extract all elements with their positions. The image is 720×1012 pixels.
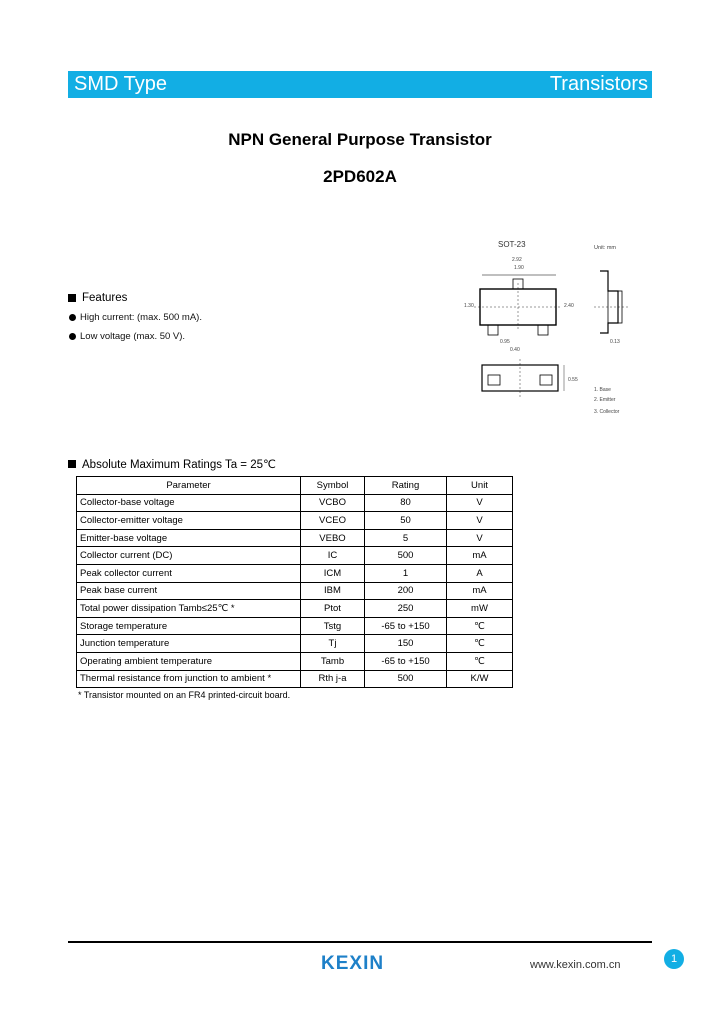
parameter-cell: Collector current (DC)	[77, 547, 301, 565]
unit-cell: mA	[447, 547, 513, 565]
parameter-cell: Emitter-base voltage	[77, 529, 301, 547]
symbol-cell: VCBO	[301, 494, 365, 512]
table-row	[77, 494, 513, 512]
rating-cell: 500	[365, 547, 447, 565]
unit-cell: ℃	[447, 635, 513, 653]
rating-cell: -65 to +150	[365, 652, 447, 670]
table-row	[77, 652, 513, 670]
pin-label: 1. Base	[594, 387, 611, 393]
feature-item: High current: (max. 500 mA).	[69, 312, 202, 323]
header-category: SMD Type	[74, 73, 167, 95]
pin-1	[488, 325, 498, 335]
parameter-cell: Junction temperature	[77, 635, 301, 653]
table-row	[77, 547, 513, 565]
symbol-cell: IC	[301, 547, 365, 565]
kexin-logo: KEXIN	[321, 953, 385, 974]
package-side-view	[600, 271, 618, 333]
unit-cell: V	[447, 512, 513, 530]
symbol-cell: Tj	[301, 635, 365, 653]
rating-cell: 150	[365, 635, 447, 653]
table-header-row	[77, 477, 513, 495]
table-footnote: * Transistor mounted on an FR4 printed-circuit board.	[78, 690, 291, 700]
pin-2	[538, 325, 548, 335]
footer-divider	[68, 941, 652, 943]
absolute-max-ratings-table	[76, 476, 513, 688]
parameter-cell: Storage temperature	[77, 617, 301, 635]
parameter-cell: Collector-base voltage	[77, 494, 301, 512]
header-type: Transistors	[549, 73, 648, 95]
part-number: 2PD602A	[323, 167, 397, 186]
table-row	[77, 617, 513, 635]
dim-label: 1.90	[514, 265, 524, 271]
parameter-cell: Operating ambient temperature	[77, 652, 301, 670]
rating-cell: 1	[365, 564, 447, 582]
document-title: NPN General Purpose Transistor	[228, 130, 492, 149]
dim-label: 1.30	[464, 303, 474, 309]
unit-cell: V	[447, 529, 513, 547]
unit-label: Unit: mm	[594, 245, 616, 251]
square-bullet-icon	[68, 294, 76, 302]
feature-item: Low voltage (max. 50 V).	[69, 331, 185, 342]
table-row	[77, 512, 513, 530]
website-link[interactable]: www.kexin.com.cn	[530, 959, 621, 971]
unit-cell: ℃	[447, 617, 513, 635]
rating-cell: 500	[365, 670, 447, 688]
symbol-cell: Ptot	[301, 600, 365, 618]
ratings-heading: Absolute Maximum Ratings Ta = 25℃	[68, 457, 276, 471]
square-bullet-icon	[68, 460, 76, 468]
rating-cell: 200	[365, 582, 447, 600]
column-header: Rating	[365, 477, 447, 495]
table-row	[77, 582, 513, 600]
symbol-cell: Rth j-a	[301, 670, 365, 688]
round-bullet-icon	[69, 314, 76, 321]
package-name-label: SOT-23	[498, 240, 526, 249]
unit-cell: ℃	[447, 652, 513, 670]
parameter-cell: Thermal resistance from junction to ambient *	[77, 670, 301, 688]
parameter-cell: Collector-emitter voltage	[77, 512, 301, 530]
unit-cell: mW	[447, 600, 513, 618]
column-header: Symbol	[301, 477, 365, 495]
table-row	[77, 564, 513, 582]
unit-cell: V	[447, 494, 513, 512]
header-bar	[68, 71, 652, 98]
symbol-cell: IBM	[301, 582, 365, 600]
column-header: Unit	[447, 477, 513, 495]
symbol-cell: VCEO	[301, 512, 365, 530]
table-row	[77, 529, 513, 547]
dim-label: 0.55	[568, 377, 578, 383]
table-row	[77, 670, 513, 688]
symbol-cell: VEBO	[301, 529, 365, 547]
dim-label: 0.13	[610, 339, 620, 345]
parameter-cell: Peak collector current	[77, 564, 301, 582]
rating-cell: 250	[365, 600, 447, 618]
symbol-cell: Tamb	[301, 652, 365, 670]
symbol-cell: ICM	[301, 564, 365, 582]
page-number-badge: 1	[664, 949, 684, 969]
dim-label: 0.40	[510, 347, 520, 353]
unit-cell: K/W	[447, 670, 513, 688]
dim-label: 2.40	[564, 303, 574, 309]
dim-label: 2.92	[512, 257, 522, 263]
features-heading: Features	[68, 292, 127, 304]
unit-cell: mA	[447, 582, 513, 600]
parameter-cell: Total power dissipation Tamb≤25℃ *	[77, 600, 301, 618]
round-bullet-icon	[69, 333, 76, 340]
rating-cell: 80	[365, 494, 447, 512]
pin-label: 3. Collector	[594, 409, 620, 415]
rating-cell: -65 to +150	[365, 617, 447, 635]
column-header: Parameter	[77, 477, 301, 495]
rating-cell: 5	[365, 529, 447, 547]
package-outline-diagram	[460, 235, 660, 425]
table-row	[77, 635, 513, 653]
unit-cell: A	[447, 564, 513, 582]
rating-cell: 50	[365, 512, 447, 530]
table-row	[77, 600, 513, 618]
pin-label: 2. Emitter	[594, 397, 616, 403]
dim-label: 0.95	[500, 339, 510, 345]
symbol-cell: Tstg	[301, 617, 365, 635]
parameter-cell: Peak base current	[77, 582, 301, 600]
